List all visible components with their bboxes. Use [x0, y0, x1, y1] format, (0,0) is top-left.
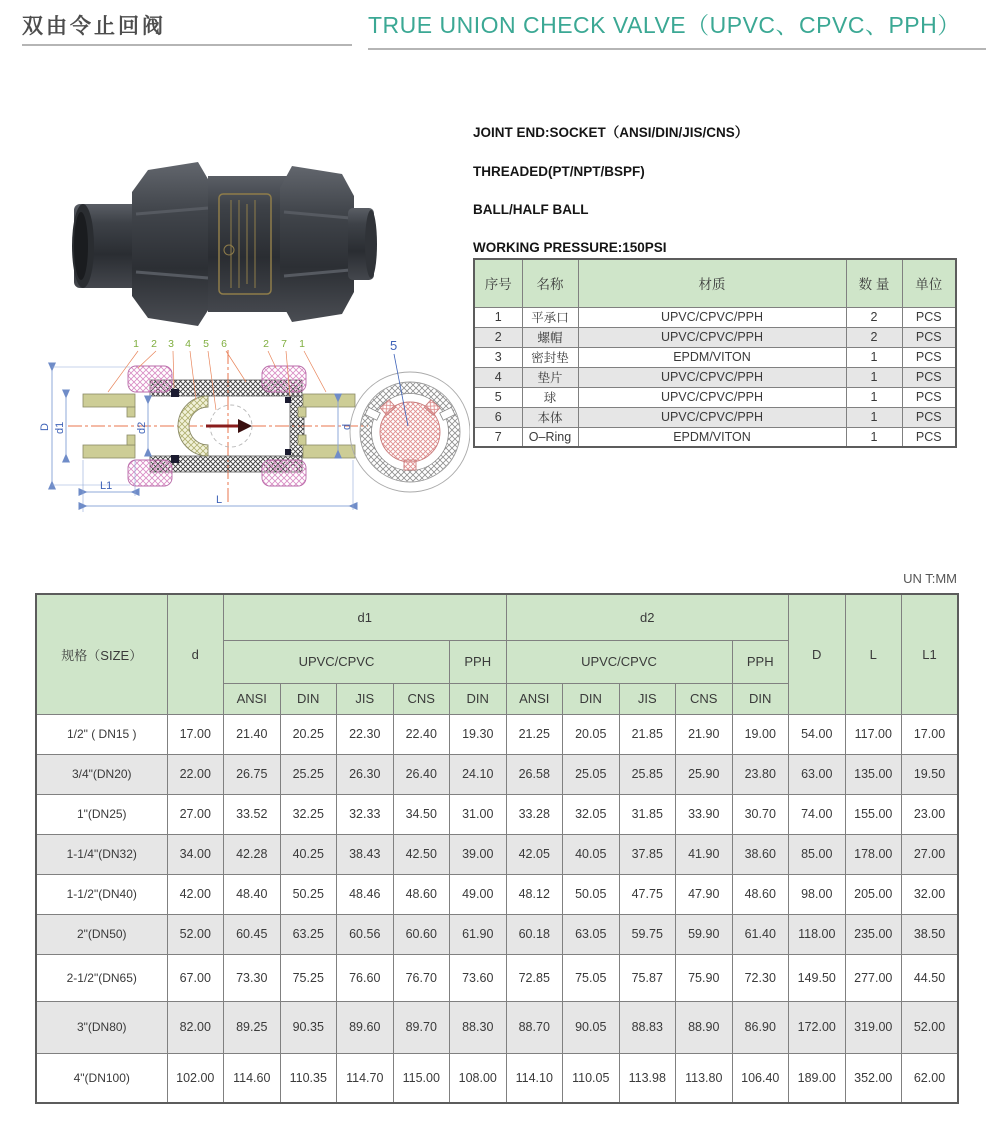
table-row: [474, 327, 956, 347]
table-cell: 59.75: [619, 914, 676, 954]
table-cell: 90.35: [280, 1001, 337, 1053]
col-L1: L1: [902, 594, 959, 714]
table-cell: 61.40: [732, 914, 789, 954]
table-cell: 32.00: [902, 874, 959, 914]
table-cell: 113.98: [619, 1053, 676, 1103]
table-cell: 60.56: [337, 914, 394, 954]
table-cell: 108.00: [450, 1053, 507, 1103]
col-d1-ansi: ANSI: [224, 683, 281, 714]
table-cell: 37.85: [619, 834, 676, 874]
table-cell: 48.40: [224, 874, 281, 914]
parts-col-no: 序号: [474, 259, 522, 307]
table-row: [474, 387, 956, 407]
detail-label: 5: [390, 338, 398, 353]
table-cell: 21.25: [506, 714, 563, 754]
spec-joint-end: JOINT END:SOCKET（ANSI/DIN/JIS/CNS）: [473, 125, 749, 140]
table-cell: 垫片: [522, 367, 578, 387]
col-d2-jis: JIS: [619, 683, 676, 714]
table-cell: PCS: [902, 387, 956, 407]
table-cell: 52.00: [902, 1001, 959, 1053]
table-cell: 26.40: [393, 754, 450, 794]
table-cell: 23.80: [732, 754, 789, 794]
table-cell: 7: [474, 427, 522, 447]
valve-photo-illustration: [58, 112, 378, 354]
table-cell: 117.00: [845, 714, 902, 754]
callout-1: 1: [133, 338, 139, 350]
table-cell: 2: [846, 307, 902, 327]
table-cell: 85.00: [789, 834, 846, 874]
table-cell: 2"(DN50): [36, 914, 167, 954]
col-d2-pph-din: DIN: [732, 683, 789, 714]
dimensions-table-body: [36, 714, 958, 1103]
table-cell: 47.90: [676, 874, 733, 914]
detail-view-drawing: [350, 338, 470, 492]
callout-6: 6: [221, 338, 227, 350]
dimensions-table: [35, 593, 959, 1104]
table-cell: 47.75: [619, 874, 676, 914]
table-cell: 1: [846, 367, 902, 387]
table-cell: 17.00: [902, 714, 959, 754]
table-row: [36, 714, 958, 754]
table-cell: 42.00: [167, 874, 224, 914]
table-cell: 4"(DN100): [36, 1053, 167, 1103]
table-cell: 23.00: [902, 794, 959, 834]
table-cell: 73.30: [224, 954, 281, 1001]
table-cell: 42.50: [393, 834, 450, 874]
table-cell: 1: [474, 307, 522, 327]
unit-note: UN T:MM: [903, 571, 957, 586]
table-cell: UPVC/CPVC/PPH: [578, 407, 846, 427]
table-cell: 34.00: [167, 834, 224, 874]
table-cell: 21.90: [676, 714, 733, 754]
table-cell: PCS: [902, 327, 956, 347]
callout-5: 5: [203, 338, 209, 350]
table-cell: 30.70: [732, 794, 789, 834]
table-cell: 42.05: [506, 834, 563, 874]
table-cell: 19.00: [732, 714, 789, 754]
table-cell: 19.30: [450, 714, 507, 754]
dim-label-D: D: [39, 423, 51, 431]
table-cell: 39.00: [450, 834, 507, 874]
table-cell: 38.60: [732, 834, 789, 874]
table-cell: 155.00: [845, 794, 902, 834]
table-cell: 密封垫: [522, 347, 578, 367]
table-row: [36, 1001, 958, 1053]
table-cell: 178.00: [845, 834, 902, 874]
table-cell: 1: [846, 407, 902, 427]
parts-col-qty: 数 量: [846, 259, 902, 307]
table-cell: 60.60: [393, 914, 450, 954]
table-cell: 平承口: [522, 307, 578, 327]
callout-numbers: [133, 338, 305, 350]
table-cell: 115.00: [393, 1053, 450, 1103]
table-cell: 59.90: [676, 914, 733, 954]
table-cell: 22.00: [167, 754, 224, 794]
table-cell: 48.60: [732, 874, 789, 914]
table-cell: 75.90: [676, 954, 733, 1001]
table-cell: 44.50: [902, 954, 959, 1001]
table-cell: 82.00: [167, 1001, 224, 1053]
product-photo: [58, 112, 378, 354]
table-cell: UPVC/CPVC/PPH: [578, 367, 846, 387]
table-cell: 21.85: [619, 714, 676, 754]
table-cell: 352.00: [845, 1053, 902, 1103]
table-cell: 1"(DN25): [36, 794, 167, 834]
table-cell: 135.00: [845, 754, 902, 794]
table-cell: 118.00: [789, 914, 846, 954]
table-cell: 38.43: [337, 834, 394, 874]
table-cell: 52.00: [167, 914, 224, 954]
table-cell: 40.05: [563, 834, 620, 874]
table-row: [474, 367, 956, 387]
table-cell: 75.05: [563, 954, 620, 1001]
col-d1-din: DIN: [280, 683, 337, 714]
table-cell: 25.05: [563, 754, 620, 794]
table-cell: EPDM/VITON: [578, 427, 846, 447]
table-cell: 114.60: [224, 1053, 281, 1103]
table-cell: 27.00: [167, 794, 224, 834]
title-underline-right: [368, 48, 986, 50]
table-cell: 110.05: [563, 1053, 620, 1103]
table-cell: 106.40: [732, 1053, 789, 1103]
table-row: [36, 874, 958, 914]
table-cell: 1: [846, 387, 902, 407]
table-cell: 75.25: [280, 954, 337, 1001]
table-cell: 89.60: [337, 1001, 394, 1053]
table-cell: 31.00: [450, 794, 507, 834]
dim-label-d2: d2: [136, 421, 148, 434]
table-cell: 33.28: [506, 794, 563, 834]
parts-col-name: 名称: [522, 259, 578, 307]
table-row: [474, 407, 956, 427]
table-row: [36, 914, 958, 954]
col-d1-group: d1: [224, 594, 507, 640]
table-cell: 110.35: [280, 1053, 337, 1103]
cross-section-drawing: [38, 334, 470, 522]
table-cell: 86.90: [732, 1001, 789, 1053]
table-cell: 20.25: [280, 714, 337, 754]
callout-2: 2: [151, 338, 157, 350]
table-cell: 72.85: [506, 954, 563, 1001]
table-cell: UPVC/CPVC/PPH: [578, 307, 846, 327]
parts-table-body: [474, 307, 956, 447]
col-size: 规格（SIZE）: [36, 594, 167, 714]
spec-pressure: WORKING PRESSURE:150PSI: [473, 240, 667, 255]
table-cell: 62.00: [902, 1053, 959, 1103]
col-d2-upvc-cpvc: UPVC/CPVC: [506, 640, 732, 683]
table-cell: 63.25: [280, 914, 337, 954]
table-cell: 1-1/4"(DN32): [36, 834, 167, 874]
table-cell: 113.80: [676, 1053, 733, 1103]
table-row: [474, 427, 956, 447]
table-cell: PCS: [902, 347, 956, 367]
table-cell: 50.05: [563, 874, 620, 914]
table-cell: 32.33: [337, 794, 394, 834]
table-cell: 31.85: [619, 794, 676, 834]
table-cell: EPDM/VITON: [578, 347, 846, 367]
callout-7: 7: [281, 338, 287, 350]
col-d1-upvc-cpvc: UPVC/CPVC: [224, 640, 450, 683]
table-cell: 63.00: [789, 754, 846, 794]
table-cell: 21.40: [224, 714, 281, 754]
table-cell: 2: [846, 327, 902, 347]
col-L: L: [845, 594, 902, 714]
table-cell: 6: [474, 407, 522, 427]
table-cell: 76.70: [393, 954, 450, 1001]
table-cell: PCS: [902, 427, 956, 447]
col-d1-cns: CNS: [393, 683, 450, 714]
table-cell: 26.58: [506, 754, 563, 794]
table-cell: 42.28: [224, 834, 281, 874]
spec-ball: BALL/HALF BALL: [473, 202, 589, 217]
parts-col-material: 材质: [578, 259, 846, 307]
table-row: [36, 954, 958, 1001]
table-cell: 88.30: [450, 1001, 507, 1053]
title-underline-left: [22, 44, 352, 46]
callout-2b: 2: [263, 338, 269, 350]
table-row: [36, 1053, 958, 1103]
spec-threaded: THREADED(PT/NPT/BSPF): [473, 164, 645, 179]
table-cell: 33.90: [676, 794, 733, 834]
parts-header-row: [474, 259, 956, 307]
table-cell: 67.00: [167, 954, 224, 1001]
table-cell: O–Ring: [522, 427, 578, 447]
table-cell: 4: [474, 367, 522, 387]
table-cell: 75.87: [619, 954, 676, 1001]
table-cell: 3/4"(DN20): [36, 754, 167, 794]
col-d2-group: d2: [506, 594, 789, 640]
table-cell: 2-1/2"(DN65): [36, 954, 167, 1001]
table-cell: 本体: [522, 407, 578, 427]
table-cell: 1/2" ( DN15 ): [36, 714, 167, 754]
table-cell: 33.52: [224, 794, 281, 834]
table-cell: 48.46: [337, 874, 394, 914]
table-cell: UPVC/CPVC/PPH: [578, 387, 846, 407]
col-D: D: [789, 594, 846, 714]
body-right-section: [290, 396, 304, 456]
table-cell: PCS: [902, 307, 956, 327]
table-cell: 25.25: [280, 754, 337, 794]
table-cell: 3"(DN80): [36, 1001, 167, 1053]
flow-arrow: [206, 419, 252, 433]
table-cell: 73.60: [450, 954, 507, 1001]
table-cell: UPVC/CPVC/PPH: [578, 327, 846, 347]
table-cell: 54.00: [789, 714, 846, 754]
table-cell: 102.00: [167, 1053, 224, 1103]
table-cell: 40.25: [280, 834, 337, 874]
table-cell: 98.00: [789, 874, 846, 914]
dimensions-table-header: [36, 594, 958, 714]
table-cell: 60.18: [506, 914, 563, 954]
table-cell: 3: [474, 347, 522, 367]
callout-3: 3: [168, 338, 174, 350]
dim-label-L1: L1: [100, 480, 113, 492]
table-cell: 24.10: [450, 754, 507, 794]
table-cell: 22.40: [393, 714, 450, 754]
table-cell: 60.45: [224, 914, 281, 954]
table-cell: 17.00: [167, 714, 224, 754]
table-cell: 34.50: [393, 794, 450, 834]
callout-1b: 1: [299, 338, 305, 350]
table-cell: 48.60: [393, 874, 450, 914]
col-d1-jis: JIS: [337, 683, 394, 714]
col-d: d: [167, 594, 224, 714]
table-cell: PCS: [902, 407, 956, 427]
table-cell: 88.83: [619, 1001, 676, 1053]
dim-label-d: d: [341, 423, 353, 430]
table-cell: 50.25: [280, 874, 337, 914]
table-cell: 19.50: [902, 754, 959, 794]
col-d1-pph: PPH: [450, 640, 507, 683]
table-cell: 72.30: [732, 954, 789, 1001]
table-cell: 38.50: [902, 914, 959, 954]
table-cell: 76.60: [337, 954, 394, 1001]
table-cell: 189.00: [789, 1053, 846, 1103]
spec-list: [473, 121, 748, 278]
table-cell: 172.00: [789, 1001, 846, 1053]
table-cell: 20.05: [563, 714, 620, 754]
table-cell: 螺帽: [522, 327, 578, 347]
table-cell: 61.90: [450, 914, 507, 954]
table-cell: 26.75: [224, 754, 281, 794]
table-cell: 2: [474, 327, 522, 347]
table-cell: 277.00: [845, 954, 902, 1001]
table-cell: 114.10: [506, 1053, 563, 1103]
table-cell: 319.00: [845, 1001, 902, 1053]
table-cell: 90.05: [563, 1001, 620, 1053]
dim-label-L: L: [216, 494, 223, 506]
table-cell: 32.25: [280, 794, 337, 834]
col-d2-din: DIN: [563, 683, 620, 714]
col-d2-pph: PPH: [732, 640, 789, 683]
table-cell: 22.30: [337, 714, 394, 754]
table-cell: 1: [846, 427, 902, 447]
col-d2-ansi: ANSI: [506, 683, 563, 714]
table-cell: 114.70: [337, 1053, 394, 1103]
table-cell: 41.90: [676, 834, 733, 874]
table-cell: 88.70: [506, 1001, 563, 1053]
table-cell: 5: [474, 387, 522, 407]
page-title-en: TRUE UNION CHECK VALVE（UPVC、CPVC、PPH）: [368, 12, 961, 38]
table-row: [474, 347, 956, 367]
table-cell: PCS: [902, 367, 956, 387]
table-cell: 74.00: [789, 794, 846, 834]
table-cell: 149.50: [789, 954, 846, 1001]
table-cell: 32.05: [563, 794, 620, 834]
valve-right-union-nut: [280, 166, 354, 322]
table-cell: 1: [846, 347, 902, 367]
table-cell: 49.00: [450, 874, 507, 914]
valve-left-union-nut: [132, 162, 212, 326]
table-cell: 205.00: [845, 874, 902, 914]
table-row: [474, 307, 956, 327]
table-cell: 27.00: [902, 834, 959, 874]
col-d1-pph-din: DIN: [450, 683, 507, 714]
table-cell: 球: [522, 387, 578, 407]
table-cell: 1-1/2"(DN40): [36, 874, 167, 914]
table-cell: 88.90: [676, 1001, 733, 1053]
table-cell: 25.90: [676, 754, 733, 794]
table-cell: 25.85: [619, 754, 676, 794]
table-row: [36, 754, 958, 794]
parts-col-unit: 单位: [902, 259, 956, 307]
table-cell: 89.25: [224, 1001, 281, 1053]
table-cell: 89.70: [393, 1001, 450, 1053]
parts-table: [473, 258, 957, 448]
table-cell: 48.12: [506, 874, 563, 914]
callout-4: 4: [185, 338, 191, 350]
table-cell: 235.00: [845, 914, 902, 954]
table-row: [36, 834, 958, 874]
dim-label-d1: d1: [54, 421, 66, 434]
table-row: [36, 794, 958, 834]
technical-drawing: [38, 334, 470, 522]
table-cell: 63.05: [563, 914, 620, 954]
col-d2-cns: CNS: [676, 683, 733, 714]
ball-detail: [380, 400, 440, 470]
table-cell: 26.30: [337, 754, 394, 794]
page-title-zh: 双由令止回阀: [22, 15, 166, 38]
